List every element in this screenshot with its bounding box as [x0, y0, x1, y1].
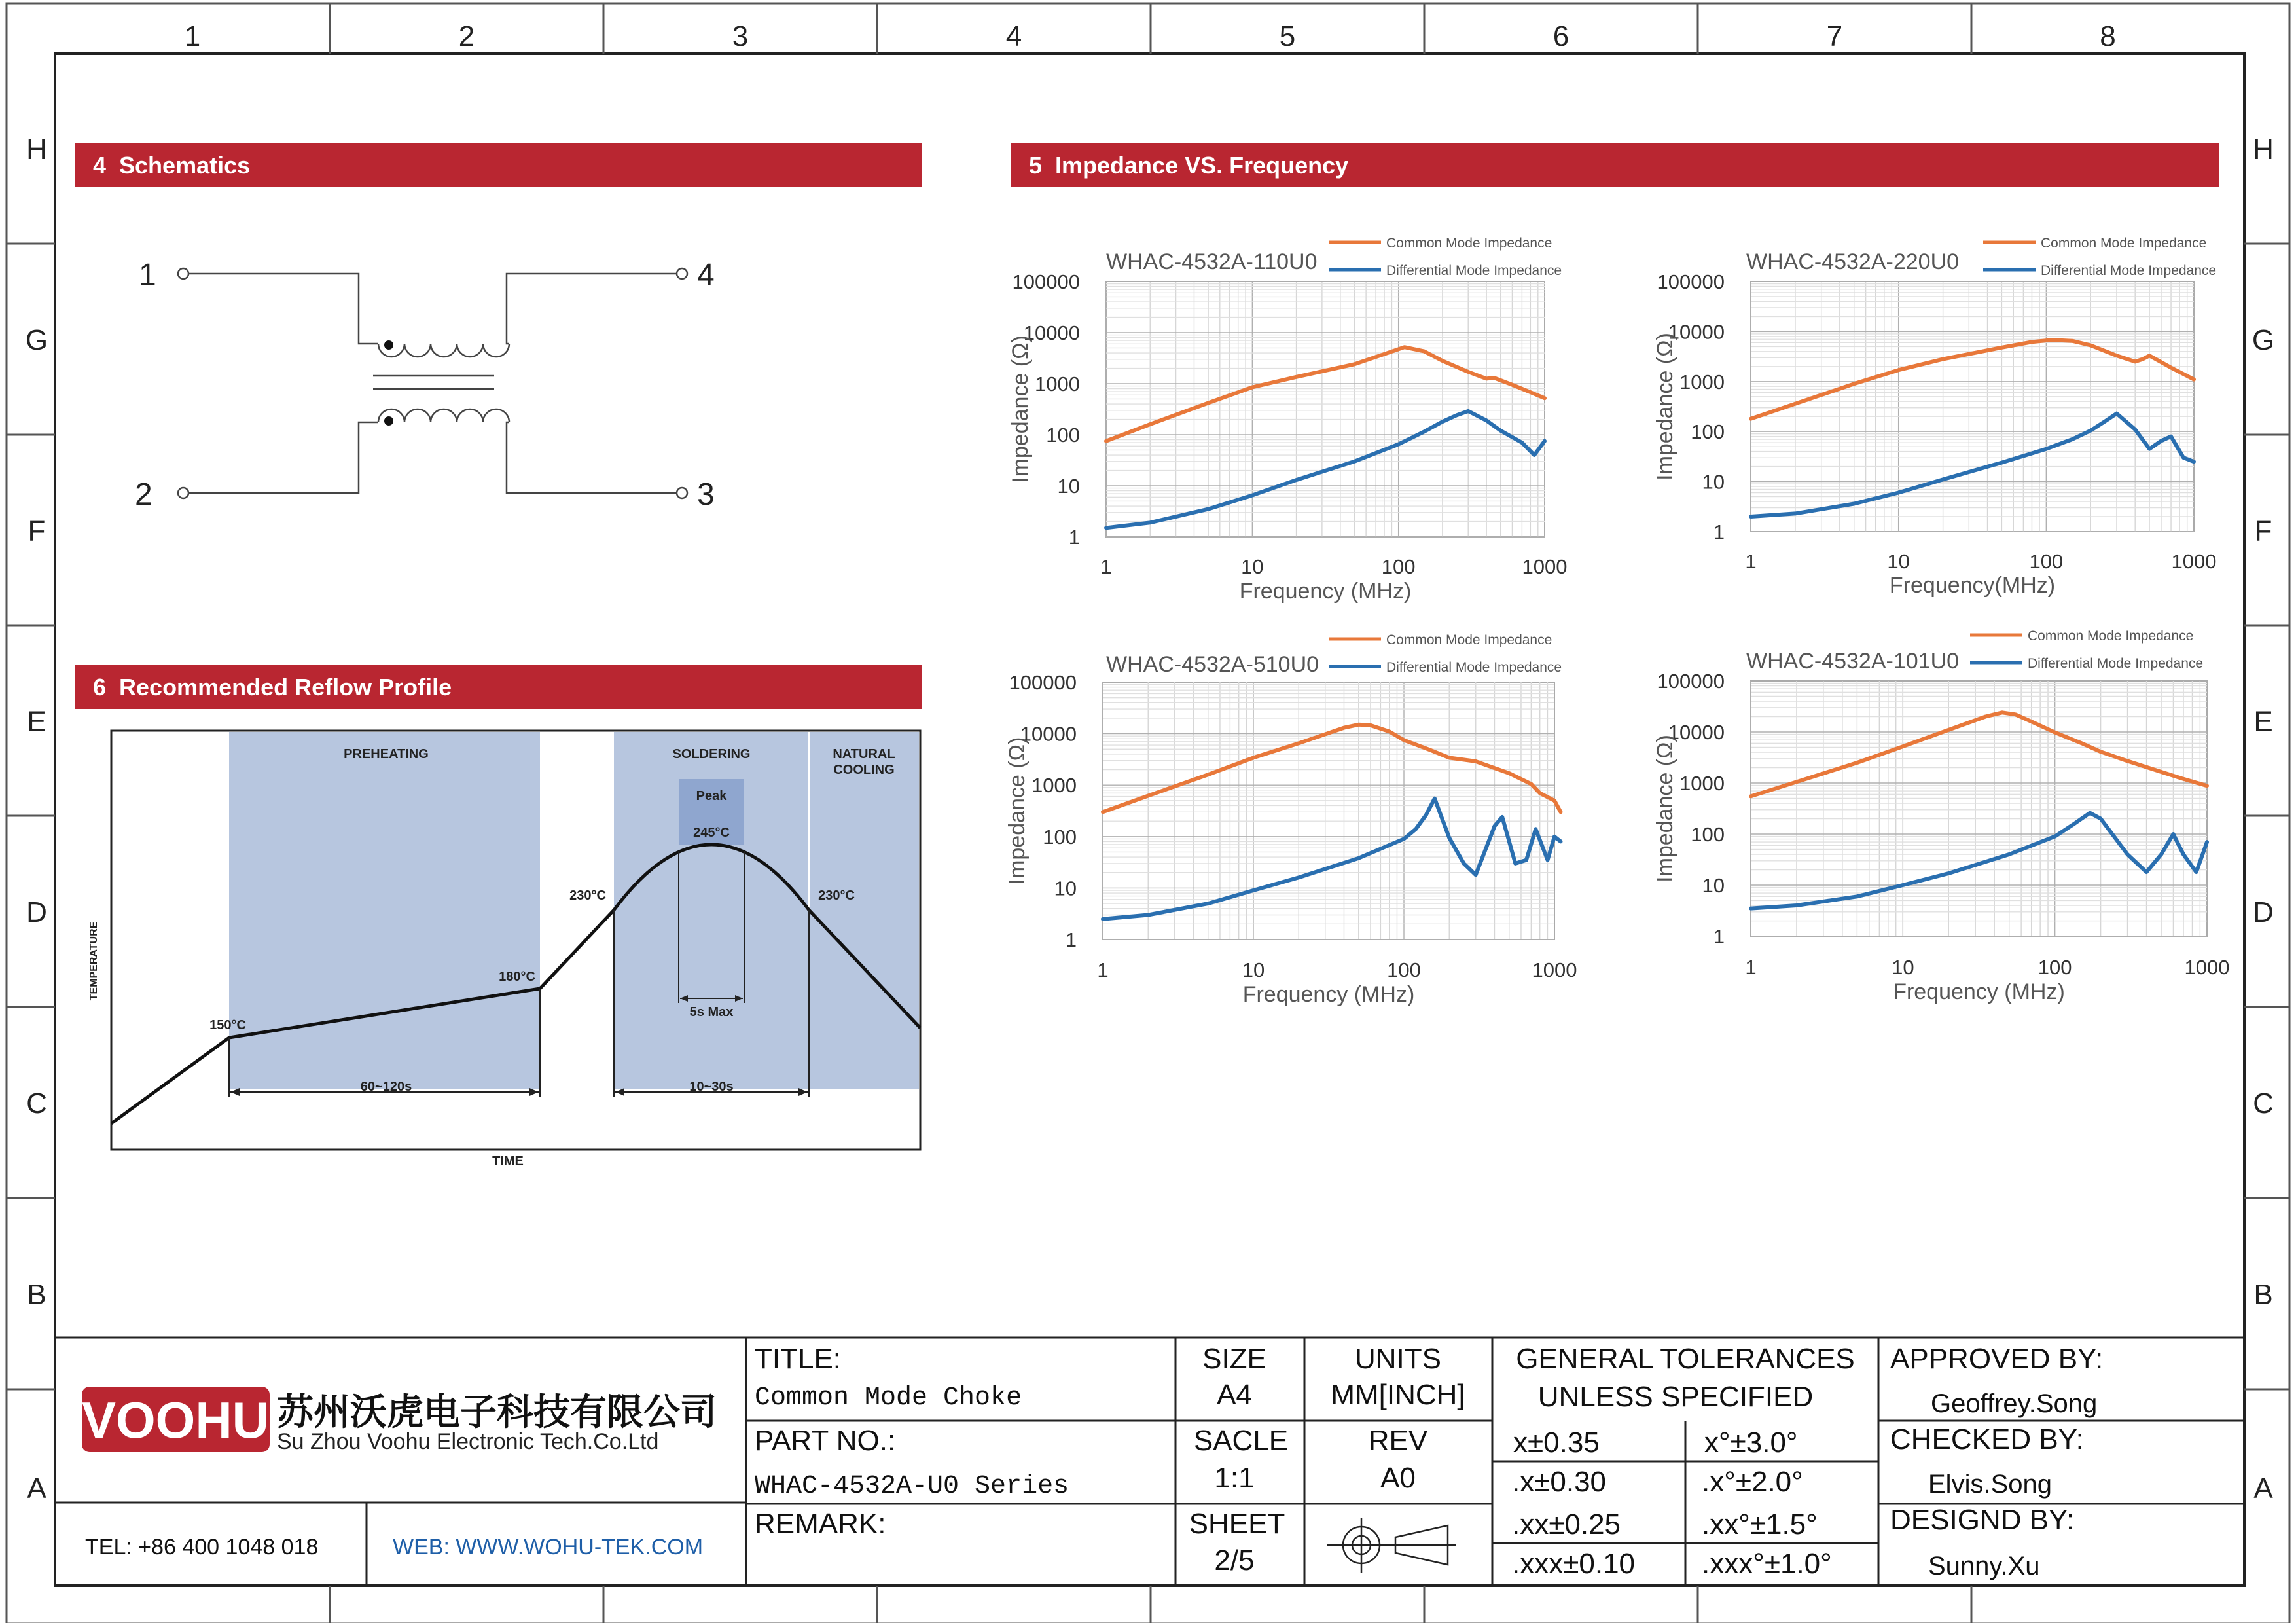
- frame-row-label-right: F: [2254, 515, 2272, 547]
- temp-150-label: 150°C: [209, 1018, 246, 1032]
- y-tick-label: 1000: [1679, 370, 1725, 393]
- y-tick-label: 100000: [1009, 671, 1077, 694]
- units-value: MM[INCH]: [1331, 1379, 1465, 1411]
- frame-row-label-left: A: [27, 1472, 46, 1504]
- cooling-zone: [809, 732, 919, 1089]
- preheating-zone: [229, 732, 540, 1089]
- tolerance-heading-1: GENERAL TOLERANCES: [1516, 1343, 1855, 1375]
- y-tick-label: 10: [1702, 470, 1725, 494]
- frame-row-label-right: D: [2253, 896, 2274, 928]
- x-tick-label: 1: [1097, 958, 1109, 981]
- y-tick-label: 10000: [1020, 722, 1077, 746]
- company-tel: TEL: +86 400 1048 018: [85, 1535, 319, 1559]
- frame-row-label-left: D: [26, 896, 47, 928]
- x-tick-label: 1: [1100, 555, 1112, 578]
- preheat-duration-label: 60~120s: [360, 1080, 412, 1094]
- projection-symbol: [1327, 1518, 1456, 1573]
- y-tick-label: 100000: [1657, 670, 1725, 693]
- x-tick-label: 10: [1241, 555, 1264, 578]
- company-name-cn: 苏州沃虎电子科技有限公司: [277, 1391, 717, 1432]
- temp-230-left-label: 230°C: [569, 888, 606, 903]
- y-tick-label: 10: [1054, 877, 1077, 900]
- size-label: SIZE: [1202, 1343, 1266, 1375]
- temperature-axis-label: TEMPERATURE: [88, 921, 99, 1001]
- preheating-label: PREHEATING: [344, 747, 429, 761]
- designed-by-label: DESIGND BY:: [1890, 1504, 2075, 1536]
- y-tick-label: 100: [1691, 420, 1725, 444]
- frame-row-label-right: H: [2253, 134, 2274, 166]
- tolerance-linear-2: .xx±0.25: [1512, 1508, 1621, 1541]
- pin-1-terminal: [178, 268, 188, 279]
- logo-text: VOOHU: [81, 1391, 270, 1449]
- frame-row-label-right: B: [2253, 1279, 2273, 1311]
- pin-3-terminal: [677, 488, 687, 498]
- approved-by-label: APPROVED BY:: [1890, 1343, 2104, 1375]
- y-tick-label: 1: [1713, 925, 1725, 948]
- legend-label: Common Mode Impedance: [1386, 632, 1552, 647]
- y-tick-label: 10: [1702, 874, 1725, 897]
- y-tick-label: 1: [1065, 928, 1077, 951]
- frame-row-label-right: A: [2253, 1472, 2273, 1504]
- chart-title: WHAC-4532A-101U0: [1746, 649, 1960, 674]
- x-tick-label: 100: [1387, 958, 1421, 981]
- tolerance-linear-1: .x±0.30: [1512, 1466, 1607, 1498]
- frame-column-label: 5: [1279, 20, 1296, 52]
- impedance-chart-3: [1005, 632, 1577, 1007]
- soldering-duration-label: 10~30s: [689, 1080, 734, 1094]
- x-tick-label: 10: [1242, 958, 1265, 981]
- plot-area: [1751, 282, 2194, 532]
- frame-row-label-left: F: [27, 515, 46, 547]
- natural-label: NATURAL: [833, 747, 895, 761]
- polarity-dot-1: [384, 340, 393, 350]
- y-tick-label: 100000: [1012, 270, 1080, 293]
- y-axis-label: Impedance (Ω): [1653, 333, 1677, 481]
- frame-column-label: 6: [1552, 20, 1570, 52]
- polarity-dot-2: [384, 416, 393, 426]
- impedance-chart-2: [1653, 236, 2216, 598]
- pin-2-terminal: [178, 488, 188, 498]
- frame-column-label: 1: [184, 20, 201, 52]
- x-axis-label: Frequency (MHz): [1893, 979, 2065, 1004]
- approved-by-value: Geoffrey.Song: [1931, 1389, 2098, 1418]
- frame-row-label-left: E: [27, 705, 46, 738]
- y-tick-label: 1000: [1031, 774, 1077, 797]
- tolerance-linear-3: .xxx±0.10: [1512, 1548, 1636, 1580]
- frame-row-label-left: G: [25, 324, 48, 356]
- company-logo: [82, 1387, 270, 1452]
- reflow-heading: 6 Recommended Reflow Profile: [93, 674, 452, 701]
- remark-label: REMARK:: [755, 1508, 886, 1540]
- frame-column-label: 7: [1826, 20, 1843, 52]
- plot-area: [1106, 282, 1545, 537]
- chart-title: WHAC-4532A-110U0: [1106, 249, 1318, 274]
- legend-label: Common Mode Impedance: [1386, 236, 1552, 251]
- part-no-value: WHAC-4532A-U0 Series: [755, 1472, 1069, 1501]
- tolerance-angular-2: .xx°±1.5°: [1702, 1508, 1818, 1541]
- checked-by-label: CHECKED BY:: [1890, 1423, 2084, 1455]
- winding-2-lead-in: [188, 422, 378, 493]
- impedance-chart-1: [1008, 236, 1567, 604]
- peak-label: Peak: [696, 789, 727, 803]
- frame-row-label-left: H: [26, 134, 47, 166]
- pin-3-label: 3: [697, 477, 715, 512]
- x-tick-label: 1000: [1522, 555, 1568, 578]
- x-tick-label: 100: [1381, 555, 1416, 578]
- tolerance-angular-1: .x°±2.0°: [1702, 1466, 1803, 1498]
- cooling-label: COOLING: [833, 763, 895, 777]
- tolerance-angular-3: .xxx°±1.0°: [1702, 1548, 1832, 1580]
- peak-temp-label: 245°C: [693, 826, 730, 840]
- pin-1-label: 1: [139, 258, 156, 293]
- y-tick-label: 10000: [1023, 321, 1080, 344]
- y-tick-label: 1: [1068, 526, 1080, 549]
- y-tick-label: 10000: [1668, 721, 1725, 744]
- legend-label: Differential Mode Impedance: [2041, 263, 2217, 278]
- x-tick-label: 1: [1745, 956, 1757, 979]
- company-name-en: Su Zhou Voohu Electronic Tech.Co.Ltd: [277, 1429, 659, 1454]
- legend-label: Common Mode Impedance: [2028, 629, 2194, 644]
- tolerance-angular-0: x°±3.0°: [1704, 1427, 1798, 1459]
- tolerance-linear-0: x±0.35: [1513, 1427, 1600, 1459]
- y-tick-label: 100: [1691, 823, 1725, 846]
- frame-column-label: 3: [732, 20, 749, 52]
- frame-column-label: 4: [1005, 20, 1022, 52]
- winding-1-lead-in: [188, 274, 378, 344]
- chart-title: WHAC-4532A-510U0: [1106, 652, 1319, 677]
- y-axis-label: Impedance (Ω): [1005, 737, 1030, 885]
- title-label: TITLE:: [755, 1343, 842, 1375]
- peak-duration-label: 5s Max: [689, 1005, 734, 1019]
- part-no-label: PART NO.:: [755, 1425, 896, 1457]
- impedance-heading: 5 Impedance VS. Frequency: [1029, 152, 1349, 179]
- y-tick-label: 100000: [1657, 270, 1725, 293]
- x-tick-label: 1000: [2184, 956, 2230, 979]
- y-tick-label: 10: [1057, 475, 1080, 498]
- schematics-heading: 4 Schematics: [93, 152, 251, 179]
- frame-column-label: 2: [458, 20, 475, 52]
- time-axis-label: TIME: [492, 1154, 524, 1169]
- company-website[interactable]: WEB: WWW.WOHU-TEK.COM: [393, 1535, 704, 1559]
- winding-1-lead-out: [507, 274, 677, 344]
- y-tick-label: 10000: [1668, 320, 1725, 344]
- legend-label: Differential Mode Impedance: [1386, 660, 1562, 675]
- title-value: Common Mode Choke: [755, 1383, 1022, 1413]
- soldering-label: SOLDERING: [672, 747, 751, 761]
- y-tick-label: 1: [1713, 520, 1725, 543]
- x-axis-label: Frequency (MHz): [1242, 982, 1415, 1007]
- choke-schematic: [178, 268, 687, 498]
- plot-area: [1103, 682, 1554, 939]
- designed-by-value: Sunny.Xu: [1928, 1552, 2040, 1580]
- y-tick-label: 1000: [1035, 373, 1080, 395]
- x-tick-label: 10: [1892, 956, 1914, 979]
- temp-230-right-label: 230°C: [818, 888, 855, 903]
- checked-by-value: Elvis.Song: [1928, 1470, 2052, 1499]
- pin-4-label: 4: [697, 258, 715, 293]
- scale-label: SACLE: [1193, 1425, 1289, 1457]
- x-tick-label: 1: [1745, 550, 1757, 573]
- x-tick-label: 100: [2037, 956, 2072, 979]
- frame-column-label: 8: [2100, 20, 2116, 52]
- impedance-charts: [1005, 236, 2229, 1007]
- size-value: A4: [1217, 1379, 1252, 1411]
- pin-4-terminal: [677, 268, 687, 279]
- rev-value: A0: [1380, 1462, 1416, 1494]
- sheet-label: SHEET: [1189, 1508, 1285, 1540]
- units-label: UNITS: [1355, 1343, 1441, 1375]
- legend-label: Common Mode Impedance: [2041, 236, 2207, 251]
- tolerance-heading-2: UNLESS SPECIFIED: [1537, 1381, 1814, 1413]
- y-tick-label: 1000: [1679, 772, 1725, 795]
- y-tick-label: 100: [1046, 424, 1080, 447]
- legend-label: Differential Mode Impedance: [1386, 263, 1562, 278]
- scale-value: 1:1: [1214, 1462, 1255, 1494]
- winding-1-coil: [378, 344, 509, 357]
- frame-row-label-left: B: [27, 1279, 46, 1311]
- y-tick-label: 100: [1043, 825, 1077, 848]
- winding-2-lead-out: [507, 422, 677, 493]
- legend-label: Differential Mode Impedance: [2028, 656, 2204, 671]
- x-tick-label: 100: [2029, 550, 2064, 573]
- rev-label: REV: [1368, 1425, 1428, 1457]
- x-tick-label: 1000: [2171, 550, 2217, 573]
- frame-row-label-right: C: [2253, 1087, 2274, 1120]
- pin-2-label: 2: [135, 477, 152, 512]
- x-tick-label: 10: [1887, 550, 1910, 573]
- frame-row-label-right: E: [2253, 705, 2273, 738]
- chart-title: WHAC-4532A-220U0: [1746, 249, 1960, 274]
- reflow-profile: [88, 731, 920, 1169]
- winding-2-coil: [378, 409, 509, 422]
- y-axis-label: Impedance (Ω): [1008, 335, 1033, 483]
- x-axis-label: Frequency(MHz): [1889, 573, 2056, 598]
- frame-row-label-left: C: [26, 1087, 47, 1120]
- temp-180-label: 180°C: [499, 970, 535, 984]
- x-axis-label: Frequency (MHz): [1239, 579, 1412, 604]
- x-tick-label: 1000: [1532, 958, 1577, 981]
- y-axis-label: Impedance (Ω): [1653, 735, 1677, 883]
- sheet-value: 2/5: [1214, 1544, 1255, 1577]
- impedance-chart-4: [1653, 629, 2229, 1004]
- frame-row-label-right: G: [2251, 324, 2275, 356]
